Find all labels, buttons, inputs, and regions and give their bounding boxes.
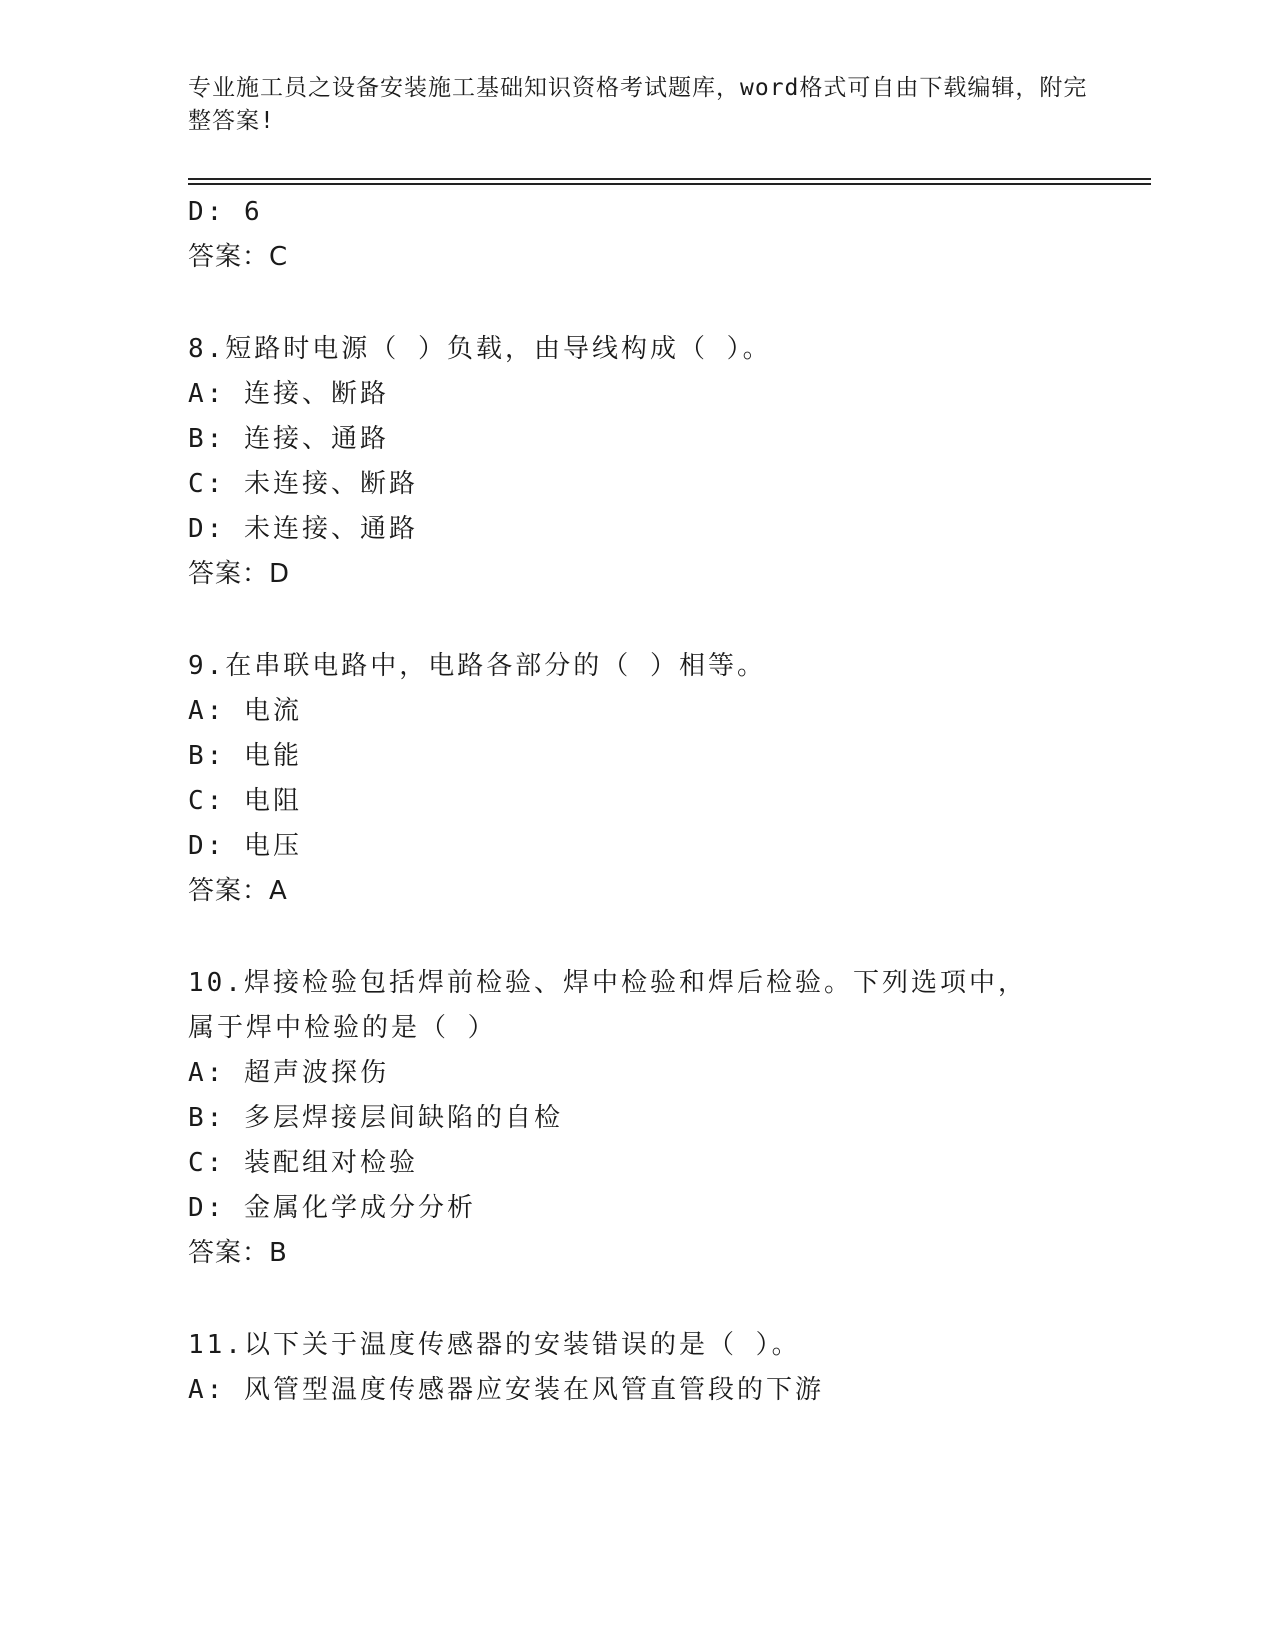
option-d: D: 电压 <box>188 831 302 861</box>
question-11 <box>188 1323 1108 1413</box>
option-c: C: 未连接、断路 <box>188 469 418 499</box>
spacer <box>188 280 1108 327</box>
option-c: C: 装配组对检验 <box>188 1148 418 1178</box>
option-a: A: 风管型温度传感器应安装在风管直管段的下游 <box>188 1375 824 1405</box>
option-a: A: 超声波探伤 <box>188 1058 389 1088</box>
page-header: 专业施工员之设备安装施工基础知识资格考试题库，word格式可自由下载编辑，附完整答案! <box>188 75 1088 134</box>
question-text: 9.在串联电路中，电路各部分的（ ）相等。 <box>188 651 766 681</box>
option-b: B: 连接、通路 <box>188 424 389 454</box>
question-8 <box>188 327 1108 597</box>
header-rule-top <box>188 178 1151 180</box>
question-text: 10.焊接检验包括焊前检验、焊中检验和焊后检验。下列选项中，属于焊中检验的是（ ） <box>188 968 1027 1043</box>
option-a: A: 电流 <box>188 696 302 726</box>
spacer <box>188 1276 1108 1323</box>
option-d: D: 6 <box>188 197 263 227</box>
option-d: D: 金属化学成分分析 <box>188 1193 476 1223</box>
answer-line: 答案：C <box>188 242 289 272</box>
question-9 <box>188 644 1108 914</box>
question-content <box>188 190 1108 1413</box>
spacer <box>188 597 1108 644</box>
answer-line: 答案：A <box>188 876 288 906</box>
option-a: A: 连接、断路 <box>188 379 389 409</box>
option-c: C: 电阻 <box>188 786 302 816</box>
option-d: D: 未连接、通路 <box>188 514 418 544</box>
question-text: 11.以下关于温度传感器的安装错误的是（ ）。 <box>188 1330 801 1360</box>
spacer <box>188 914 1108 961</box>
option-b: B: 多层焊接层间缺陷的自检 <box>188 1103 563 1133</box>
option-b: B: 电能 <box>188 741 302 771</box>
header-rule-bottom <box>188 183 1151 185</box>
question-text: 8.短路时电源（ ）负载，由导线构成（ ）。 <box>188 334 772 364</box>
answer-line: 答案：D <box>188 559 291 589</box>
answer-line: 答案：B <box>188 1238 288 1268</box>
question-10 <box>188 961 1108 1276</box>
